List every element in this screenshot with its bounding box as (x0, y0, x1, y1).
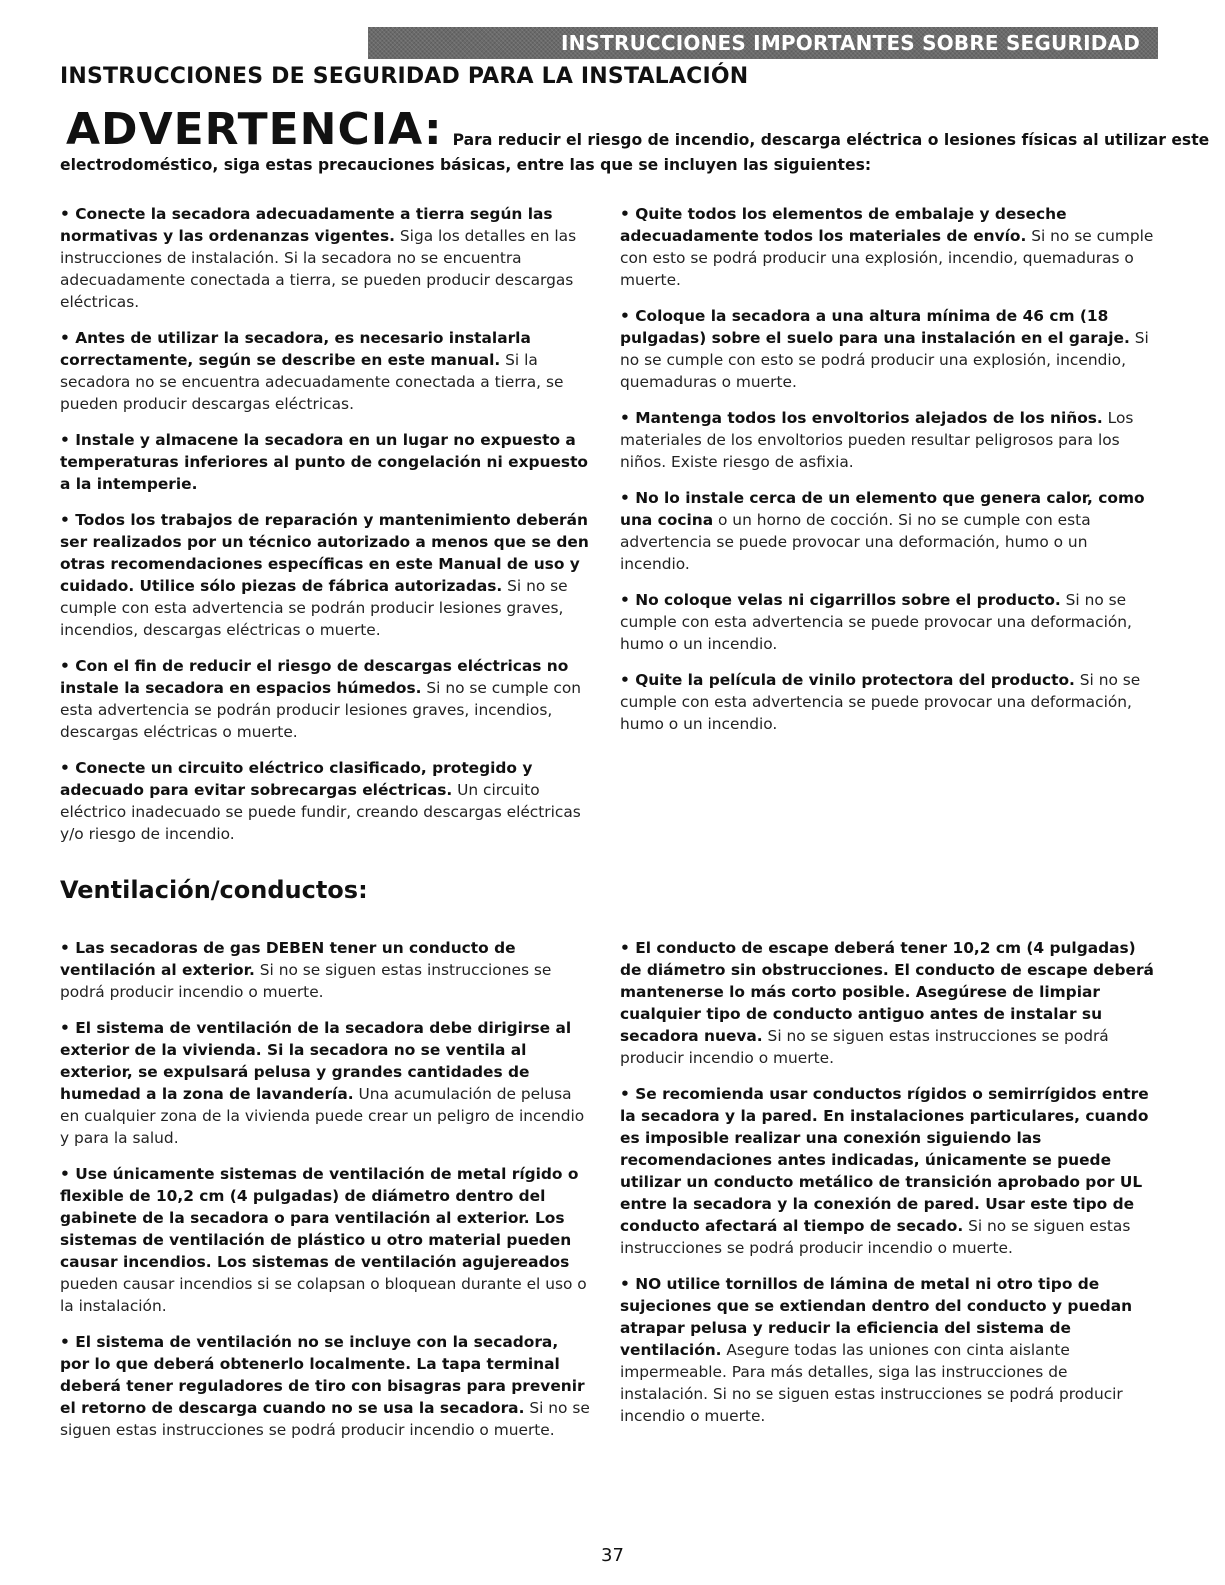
install-left-column (60, 203, 590, 859)
bullet: • (620, 409, 636, 427)
bullet: • (620, 205, 636, 223)
item-bold-text: Coloque la secadora a una altura mínima de 46 cm (18 pulgadas) sobre el suelo para una instalación en el garaje. (620, 307, 1130, 347)
list-item (620, 203, 1160, 291)
list-item (620, 937, 1160, 1069)
item-bold-text: Las secadoras de gas DEBEN tener un conducto de ventilación al exterior. (60, 939, 516, 979)
warning-text-line1: Para reducir el riesgo de incendio, descarga eléctrica o lesiones físicas al utilizar este (452, 131, 1210, 149)
warning-word: ADVERTENCIA: (66, 104, 443, 155)
warning-text-line2: electrodoméstico, siga estas precauciones básicas, entre las que se incluyen las siguientes: (60, 156, 872, 174)
bullet: • (620, 1275, 636, 1293)
list-item (60, 203, 590, 313)
list-item (620, 1083, 1160, 1259)
item-bold-text: El sistema de ventilación de la secadora debe dirigirse al exterior de la vivienda. Si la secadora no se ventila al exterior, se expulsará pelusa y grandes cantidades de humedad a la zona de lavandería. (60, 1019, 572, 1103)
item-bold-text: Conecte un circuito eléctrico clasificado, protegido y adecuado para evitar sobrecargas eléctricas. (60, 759, 533, 799)
item-bold-text: Todos los trabajos de reparación y mantenimiento deberán ser realizados por un técnico autorizado a menos que se den otras recomendaciones específicas en este Manual de uso y cuidado. Utilice sólo piezas de fábrica autorizadas. (60, 511, 589, 595)
bullet: • (60, 329, 76, 347)
bullet: • (60, 759, 76, 777)
list-item (620, 305, 1160, 393)
list-item (60, 757, 590, 845)
list-item (620, 589, 1160, 655)
bullet: • (620, 591, 636, 609)
item-bold-text: No lo instale cerca de un elemento que genera calor, como una cocina (620, 489, 1145, 529)
list-item (60, 1017, 590, 1149)
section-banner: INSTRUCCIONES IMPORTANTES SOBRE SEGURIDAD (368, 27, 1158, 59)
bullet: • (60, 431, 76, 449)
item-bold-text: Con el fin de reducir el riesgo de descargas eléctricas no instale la secadora en espacios húmedos. (60, 657, 569, 697)
bullet: • (620, 671, 636, 689)
bullet: • (60, 511, 76, 529)
item-normal-text: Si no se siguen estas instrucciones se podrá producir incendio o muerte. (620, 1217, 1131, 1257)
item-bold-text: Use únicamente sistemas de ventilación de metal rígido o flexible de 10,2 cm (4 pulgadas) de diámetro dentro del gabinete de la secadora o para ventilación al exterior. Los sistemas de ventilación de plástico u otro material pueden causar incendios. Los sistemas de ventilación agujereados (60, 1165, 579, 1271)
bullet: • (620, 939, 636, 957)
item-normal-text: Asegure todas las uniones con cinta aislante impermeable. Para más detalles, siga las instrucciones de instalación. Si no se siguen estas instrucciones se podrá producir incendio o muerte. (620, 1341, 1123, 1425)
list-item (60, 509, 590, 641)
item-normal-text: Siga los detalles en las instrucciones de instalación. Si la secadora no se encuentra adecuadamente conectada a tierra, se pueden producir descargas eléctricas. (60, 227, 577, 311)
item-normal-text: o un horno de cocción. Si no se cumple con esta advertencia se puede provocar una deformación, humo o un incendio. (620, 511, 1091, 573)
list-item (620, 669, 1160, 735)
item-normal-text: Si no se siguen estas instrucciones se podrá producir incendio o muerte. (60, 1399, 590, 1439)
list-item (60, 937, 590, 1003)
vent-left-column (60, 937, 590, 1455)
list-item (620, 1273, 1160, 1427)
warning-block (60, 104, 1210, 174)
item-bold-text: Se recomienda usar conductos rígidos o semirrígidos entre la secadora y la pared. En instalaciones particulares, cuando es imposible realizar una conexión siguiendo las recomendaciones antes indicadas, únicamente se puede utilizar un conducto metálico de transición aprobado por UL entre la secadora y la conexión de pared. Usar este tipo de conducto afectará al tiempo de secado. (620, 1085, 1149, 1235)
bullet: • (60, 1333, 76, 1351)
item-normal-text: Si no se cumple con esta advertencia se podrán producir lesiones graves, incendios, descargas eléctricas o muerte. (60, 679, 582, 741)
bullet: • (60, 205, 76, 223)
item-normal-text: pueden causar incendios si se colapsan o bloquean durante el uso o la instalación. (60, 1275, 587, 1315)
install-safety-title: INSTRUCCIONES DE SEGURIDAD PARA LA INSTALACIÓN (60, 64, 749, 89)
item-normal-text: Si no se cumple con esta advertencia se puede provocar una deformación, humo o un incendio. (620, 671, 1141, 733)
item-normal-text: Una acumulación de pelusa en cualquier zona de la vivienda puede crear un peligro de incendio y para la salud. (60, 1085, 585, 1147)
bullet: • (60, 1165, 76, 1183)
item-bold-text: El conducto de escape deberá tener 10,2 cm (4 pulgadas) de diámetro sin obstrucciones. El conducto de escape deberá mantenerse lo más corto posible. Asegúrese de limpiar cualquier tipo de conducto antiguo antes de instalar su secadora nueva. (620, 939, 1154, 1045)
item-bold-text: El sistema de ventilación no se incluye con la secadora, por lo que deberá obtenerlo localmente. La tapa terminal deberá tener reguladores de tiro con bisagras para prevenir el retorno de descarga cuando no se usa la secadora. (60, 1333, 585, 1417)
list-item (60, 655, 590, 743)
list-item (60, 429, 590, 495)
item-normal-text: Si no se cumple con esta advertencia se puede provocar una deformación, humo o un incendio. (620, 591, 1132, 653)
bullet: • (620, 1085, 636, 1103)
list-item (60, 1331, 590, 1441)
item-normal-text: Un circuito eléctrico inadecuado se puede fundir, creando descargas eléctricas y/o riesgo de incendio. (60, 781, 581, 843)
list-item (620, 407, 1160, 473)
bullet: • (620, 307, 636, 325)
item-bold-text: Mantenga todos los envoltorios alejados de los niños. (635, 409, 1103, 427)
item-bold-text: No coloque velas ni cigarrillos sobre el producto. (635, 591, 1061, 609)
item-normal-text: Si no se siguen estas instrucciones se podrá producir incendio o muerte. (60, 961, 552, 1001)
item-normal-text: Los materiales de los envoltorios pueden resultar peligrosos para los niños. Existe riesgo de asfixia. (620, 409, 1134, 471)
item-normal-text: Si no se cumple con esto se podrá producir una explosión, incendio, quemaduras o muerte. (620, 227, 1154, 289)
item-bold-text: Instale y almacene la secadora en un lugar no expuesto a temperaturas inferiores al punto de congelación ni expuesto a la intemperie. (60, 431, 588, 493)
bullet: • (60, 939, 76, 957)
install-right-column (620, 203, 1160, 749)
item-normal-text: Si no se cumple con esto se podrá producir una explosión, incendio, quemaduras o muerte. (620, 329, 1149, 391)
item-bold-text: Antes de utilizar la secadora, es necesario instalarla correctamente, según se describe en este manual. (60, 329, 531, 369)
bullet: • (60, 1019, 76, 1037)
item-bold-text: Conecte la secadora adecuadamente a tierra según las normativas y las ordenanzas vigentes. (60, 205, 553, 245)
list-item (60, 327, 590, 415)
bullet: • (620, 489, 636, 507)
page-number: 37 (601, 1545, 624, 1566)
item-bold-text: NO utilice tornillos de lámina de metal ni otro tipo de sujeciones que se extiendan dentro del conducto y puedan atrapar pelusa y reducir la eficiencia del sistema de ventilación. (620, 1275, 1133, 1359)
item-normal-text: Si no se siguen estas instrucciones se podrá producir incendio o muerte. (620, 1027, 1109, 1067)
item-bold-text: Quite todos los elementos de embalaje y deseche adecuadamente todos los materiales de envío. (620, 205, 1067, 245)
ventilation-title: Ventilación/conductos: (60, 876, 368, 904)
list-item (620, 487, 1160, 575)
item-normal-text: Si no se cumple con esta advertencia se podrán producir lesiones graves, incendios, descargas eléctricas o muerte. (60, 577, 568, 639)
item-bold-text: Quite la película de vinilo protectora del producto. (635, 671, 1075, 689)
vent-right-column (620, 937, 1160, 1441)
item-normal-text: Si la secadora no se encuentra adecuadamente conectada a tierra, se pueden producir descargas eléctricas. (60, 351, 564, 413)
list-item (60, 1163, 590, 1317)
bullet: • (60, 657, 76, 675)
